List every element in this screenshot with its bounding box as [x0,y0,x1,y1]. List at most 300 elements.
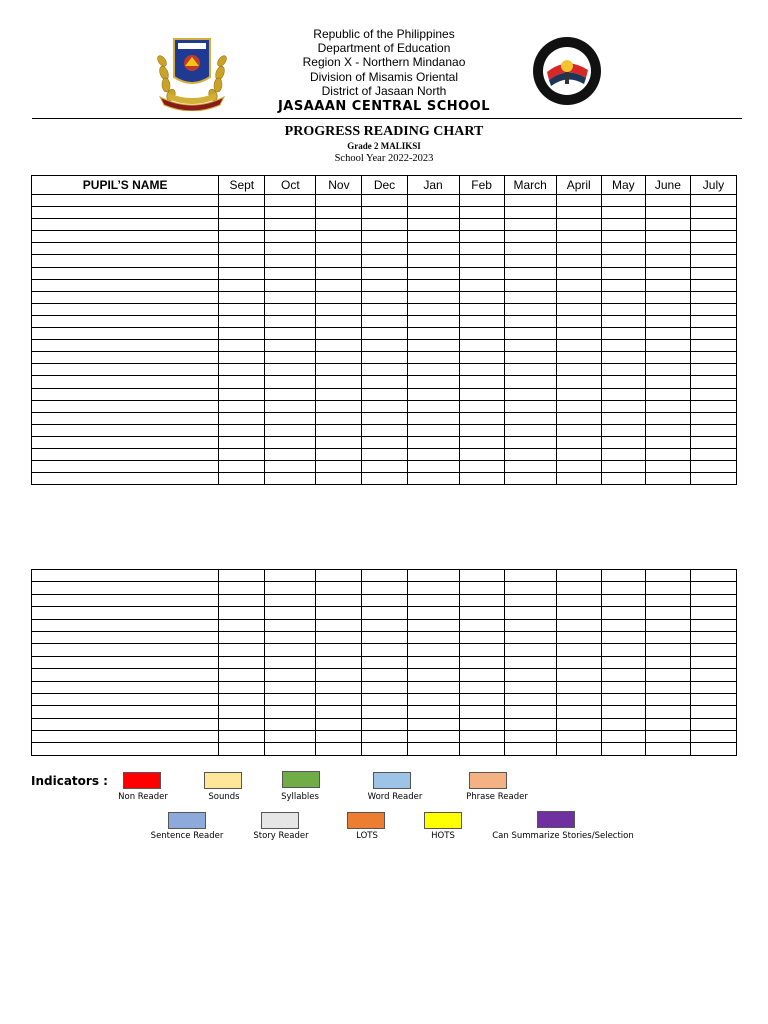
month-cell[interactable] [219,631,265,643]
month-cell[interactable] [601,267,645,279]
month-cell[interactable] [362,376,407,388]
month-cell[interactable] [219,473,265,485]
pupil-name-cell[interactable] [32,731,219,743]
month-cell[interactable] [407,731,459,743]
month-cell[interactable] [459,448,504,460]
month-cell[interactable] [504,315,556,327]
month-cell[interactable] [265,743,316,755]
pupil-name-cell[interactable] [32,400,219,412]
month-cell[interactable] [504,291,556,303]
month-cell[interactable] [265,681,316,693]
month-cell[interactable] [690,207,736,219]
month-cell[interactable] [407,207,459,219]
month-cell[interactable] [407,243,459,255]
month-cell[interactable] [316,328,362,340]
month-cell[interactable] [265,718,316,730]
month-cell[interactable] [459,388,504,400]
month-cell[interactable] [690,461,736,473]
month-cell[interactable] [645,681,690,693]
month-cell[interactable] [645,243,690,255]
month-cell[interactable] [459,656,504,668]
month-cell[interactable] [362,644,407,656]
month-cell[interactable] [407,279,459,291]
month-cell[interactable] [556,594,601,606]
month-cell[interactable] [407,219,459,231]
month-cell[interactable] [601,461,645,473]
month-cell[interactable] [645,315,690,327]
pupil-name-cell[interactable] [32,718,219,730]
month-cell[interactable] [601,231,645,243]
month-cell[interactable] [504,607,556,619]
month-cell[interactable] [459,255,504,267]
pupil-name-cell[interactable] [32,619,219,631]
month-cell[interactable] [407,448,459,460]
month-cell[interactable] [362,570,407,582]
month-cell[interactable] [645,594,690,606]
pupil-name-cell[interactable] [32,631,219,643]
month-cell[interactable] [362,631,407,643]
month-cell[interactable] [316,631,362,643]
month-cell[interactable] [265,400,316,412]
month-cell[interactable] [504,693,556,705]
month-cell[interactable] [407,681,459,693]
month-cell[interactable] [690,743,736,755]
month-cell[interactable] [362,400,407,412]
month-cell[interactable] [316,607,362,619]
month-cell[interactable] [407,352,459,364]
pupil-name-cell[interactable] [32,352,219,364]
month-cell[interactable] [219,656,265,668]
month-cell[interactable] [265,570,316,582]
month-cell[interactable] [362,291,407,303]
month-cell[interactable] [601,315,645,327]
month-cell[interactable] [316,243,362,255]
month-cell[interactable] [219,231,265,243]
month-cell[interactable] [362,388,407,400]
month-cell[interactable] [601,388,645,400]
month-cell[interactable] [459,607,504,619]
month-cell[interactable] [265,436,316,448]
month-cell[interactable] [219,731,265,743]
month-cell[interactable] [219,644,265,656]
month-cell[interactable] [362,448,407,460]
month-cell[interactable] [690,607,736,619]
month-cell[interactable] [407,594,459,606]
month-cell[interactable] [645,255,690,267]
month-cell[interactable] [690,656,736,668]
month-cell[interactable] [362,436,407,448]
month-cell[interactable] [504,267,556,279]
month-cell[interactable] [362,315,407,327]
month-cell[interactable] [601,582,645,594]
month-cell[interactable] [459,693,504,705]
month-cell[interactable] [645,706,690,718]
month-cell[interactable] [407,631,459,643]
month-cell[interactable] [316,195,362,207]
month-cell[interactable] [316,303,362,315]
month-cell[interactable] [690,279,736,291]
month-cell[interactable] [645,412,690,424]
month-cell[interactable] [459,669,504,681]
month-cell[interactable] [645,473,690,485]
month-cell[interactable] [601,669,645,681]
pupil-name-cell[interactable] [32,195,219,207]
month-cell[interactable] [362,340,407,352]
month-cell[interactable] [601,436,645,448]
month-cell[interactable] [219,303,265,315]
month-cell[interactable] [407,291,459,303]
month-cell[interactable] [219,594,265,606]
month-cell[interactable] [690,582,736,594]
month-cell[interactable] [601,207,645,219]
month-cell[interactable] [265,693,316,705]
month-cell[interactable] [601,731,645,743]
month-cell[interactable] [316,291,362,303]
month-cell[interactable] [316,448,362,460]
pupil-name-cell[interactable] [32,219,219,231]
month-cell[interactable] [459,681,504,693]
month-cell[interactable] [556,291,601,303]
month-cell[interactable] [265,207,316,219]
month-cell[interactable] [556,706,601,718]
month-cell[interactable] [316,570,362,582]
month-cell[interactable] [504,706,556,718]
month-cell[interactable] [504,473,556,485]
month-cell[interactable] [601,656,645,668]
month-cell[interactable] [316,718,362,730]
month-cell[interactable] [459,243,504,255]
month-cell[interactable] [556,644,601,656]
month-cell[interactable] [265,582,316,594]
month-cell[interactable] [690,291,736,303]
month-cell[interactable] [362,219,407,231]
month-cell[interactable] [459,436,504,448]
month-cell[interactable] [601,718,645,730]
month-cell[interactable] [219,669,265,681]
pupil-name-cell[interactable] [32,594,219,606]
month-cell[interactable] [265,340,316,352]
month-cell[interactable] [504,352,556,364]
month-cell[interactable] [362,656,407,668]
month-cell[interactable] [504,219,556,231]
month-cell[interactable] [459,582,504,594]
pupil-name-cell[interactable] [32,303,219,315]
month-cell[interactable] [690,376,736,388]
month-cell[interactable] [407,267,459,279]
month-cell[interactable] [265,669,316,681]
month-cell[interactable] [316,619,362,631]
pupil-name-cell[interactable] [32,448,219,460]
month-cell[interactable] [219,424,265,436]
month-cell[interactable] [407,424,459,436]
month-cell[interactable] [504,656,556,668]
month-cell[interactable] [459,706,504,718]
month-cell[interactable] [265,594,316,606]
pupil-name-cell[interactable] [32,340,219,352]
month-cell[interactable] [645,693,690,705]
month-cell[interactable] [219,461,265,473]
month-cell[interactable] [407,582,459,594]
month-cell[interactable] [556,364,601,376]
month-cell[interactable] [362,303,407,315]
month-cell[interactable] [219,570,265,582]
pupil-name-cell[interactable] [32,706,219,718]
month-cell[interactable] [601,424,645,436]
month-cell[interactable] [407,436,459,448]
month-cell[interactable] [556,207,601,219]
pupil-name-cell[interactable] [32,243,219,255]
pupil-name-cell[interactable] [32,644,219,656]
pupil-name-cell[interactable] [32,607,219,619]
month-cell[interactable] [601,681,645,693]
month-cell[interactable] [316,388,362,400]
month-cell[interactable] [407,412,459,424]
month-cell[interactable] [407,255,459,267]
month-cell[interactable] [504,644,556,656]
month-cell[interactable] [265,376,316,388]
month-cell[interactable] [645,195,690,207]
month-cell[interactable] [645,669,690,681]
month-cell[interactable] [556,400,601,412]
month-cell[interactable] [556,279,601,291]
month-cell[interactable] [504,582,556,594]
month-cell[interactable] [556,631,601,643]
month-cell[interactable] [265,328,316,340]
month-cell[interactable] [362,607,407,619]
month-cell[interactable] [504,400,556,412]
month-cell[interactable] [219,376,265,388]
month-cell[interactable] [556,582,601,594]
month-cell[interactable] [316,352,362,364]
month-cell[interactable] [265,195,316,207]
month-cell[interactable] [362,461,407,473]
month-cell[interactable] [407,693,459,705]
month-cell[interactable] [362,693,407,705]
pupil-name-cell[interactable] [32,570,219,582]
month-cell[interactable] [556,681,601,693]
month-cell[interactable] [219,412,265,424]
month-cell[interactable] [265,448,316,460]
month-cell[interactable] [601,644,645,656]
month-cell[interactable] [407,388,459,400]
month-cell[interactable] [504,669,556,681]
month-cell[interactable] [690,594,736,606]
month-cell[interactable] [504,619,556,631]
month-cell[interactable] [362,412,407,424]
pupil-name-cell[interactable] [32,315,219,327]
month-cell[interactable] [556,669,601,681]
month-cell[interactable] [556,570,601,582]
month-cell[interactable] [504,436,556,448]
month-cell[interactable] [601,291,645,303]
month-cell[interactable] [601,412,645,424]
month-cell[interactable] [556,436,601,448]
month-cell[interactable] [265,619,316,631]
month-cell[interactable] [459,570,504,582]
month-cell[interactable] [362,364,407,376]
month-cell[interactable] [219,267,265,279]
pupil-name-cell[interactable] [32,364,219,376]
pupil-name-cell[interactable] [32,388,219,400]
pupil-name-cell[interactable] [32,267,219,279]
month-cell[interactable] [556,352,601,364]
month-cell[interactable] [504,448,556,460]
month-cell[interactable] [690,267,736,279]
pupil-name-cell[interactable] [32,291,219,303]
month-cell[interactable] [265,231,316,243]
month-cell[interactable] [556,255,601,267]
month-cell[interactable] [459,644,504,656]
month-cell[interactable] [645,631,690,643]
pupil-name-cell[interactable] [32,424,219,436]
month-cell[interactable] [219,718,265,730]
month-cell[interactable] [690,340,736,352]
month-cell[interactable] [556,219,601,231]
month-cell[interactable] [362,207,407,219]
month-cell[interactable] [362,352,407,364]
month-cell[interactable] [407,315,459,327]
month-cell[interactable] [601,328,645,340]
month-cell[interactable] [601,473,645,485]
month-cell[interactable] [219,364,265,376]
month-cell[interactable] [504,303,556,315]
month-cell[interactable] [407,376,459,388]
month-cell[interactable] [504,731,556,743]
pupil-name-cell[interactable] [32,669,219,681]
month-cell[interactable] [459,364,504,376]
month-cell[interactable] [265,291,316,303]
month-cell[interactable] [504,461,556,473]
month-cell[interactable] [316,743,362,755]
month-cell[interactable] [459,352,504,364]
month-cell[interactable] [645,644,690,656]
month-cell[interactable] [504,594,556,606]
month-cell[interactable] [690,303,736,315]
month-cell[interactable] [601,607,645,619]
month-cell[interactable] [504,255,556,267]
month-cell[interactable] [504,279,556,291]
month-cell[interactable] [556,376,601,388]
month-cell[interactable] [459,631,504,643]
month-cell[interactable] [362,231,407,243]
month-cell[interactable] [690,448,736,460]
month-cell[interactable] [504,424,556,436]
month-cell[interactable] [407,669,459,681]
month-cell[interactable] [556,195,601,207]
month-cell[interactable] [219,195,265,207]
month-cell[interactable] [690,328,736,340]
month-cell[interactable] [407,656,459,668]
month-cell[interactable] [362,731,407,743]
month-cell[interactable] [407,231,459,243]
month-cell[interactable] [265,424,316,436]
month-cell[interactable] [690,315,736,327]
month-cell[interactable] [690,400,736,412]
month-cell[interactable] [459,743,504,755]
month-cell[interactable] [219,219,265,231]
month-cell[interactable] [316,231,362,243]
month-cell[interactable] [459,315,504,327]
month-cell[interactable] [556,388,601,400]
month-cell[interactable] [219,693,265,705]
pupil-name-cell[interactable] [32,412,219,424]
month-cell[interactable] [690,718,736,730]
month-cell[interactable] [459,340,504,352]
month-cell[interactable] [556,340,601,352]
month-cell[interactable] [459,231,504,243]
month-cell[interactable] [362,619,407,631]
month-cell[interactable] [601,352,645,364]
month-cell[interactable] [459,328,504,340]
month-cell[interactable] [601,619,645,631]
month-cell[interactable] [690,436,736,448]
month-cell[interactable] [316,594,362,606]
month-cell[interactable] [645,743,690,755]
month-cell[interactable] [504,231,556,243]
month-cell[interactable] [504,412,556,424]
month-cell[interactable] [645,352,690,364]
month-cell[interactable] [504,570,556,582]
month-cell[interactable] [690,231,736,243]
month-cell[interactable] [645,436,690,448]
month-cell[interactable] [645,303,690,315]
month-cell[interactable] [316,461,362,473]
month-cell[interactable] [407,743,459,755]
month-cell[interactable] [265,243,316,255]
month-cell[interactable] [265,315,316,327]
month-cell[interactable] [556,731,601,743]
month-cell[interactable] [601,279,645,291]
month-cell[interactable] [459,376,504,388]
month-cell[interactable] [601,693,645,705]
month-cell[interactable] [316,315,362,327]
month-cell[interactable] [504,207,556,219]
month-cell[interactable] [265,279,316,291]
month-cell[interactable] [316,693,362,705]
month-cell[interactable] [690,644,736,656]
month-cell[interactable] [316,219,362,231]
pupil-name-cell[interactable] [32,207,219,219]
month-cell[interactable] [219,706,265,718]
month-cell[interactable] [316,473,362,485]
month-cell[interactable] [362,424,407,436]
month-cell[interactable] [316,255,362,267]
month-cell[interactable] [316,267,362,279]
month-cell[interactable] [407,607,459,619]
month-cell[interactable] [219,436,265,448]
month-cell[interactable] [362,195,407,207]
month-cell[interactable] [556,607,601,619]
month-cell[interactable] [265,412,316,424]
month-cell[interactable] [407,619,459,631]
pupil-name-cell[interactable] [32,255,219,267]
month-cell[interactable] [601,195,645,207]
month-cell[interactable] [407,340,459,352]
pupil-name-cell[interactable] [32,582,219,594]
pupil-name-cell[interactable] [32,328,219,340]
month-cell[interactable] [316,644,362,656]
month-cell[interactable] [601,364,645,376]
month-cell[interactable] [645,328,690,340]
month-cell[interactable] [316,412,362,424]
month-cell[interactable] [219,388,265,400]
month-cell[interactable] [504,364,556,376]
month-cell[interactable] [407,570,459,582]
month-cell[interactable] [265,731,316,743]
month-cell[interactable] [645,364,690,376]
pupil-name-cell[interactable] [32,436,219,448]
month-cell[interactable] [316,656,362,668]
